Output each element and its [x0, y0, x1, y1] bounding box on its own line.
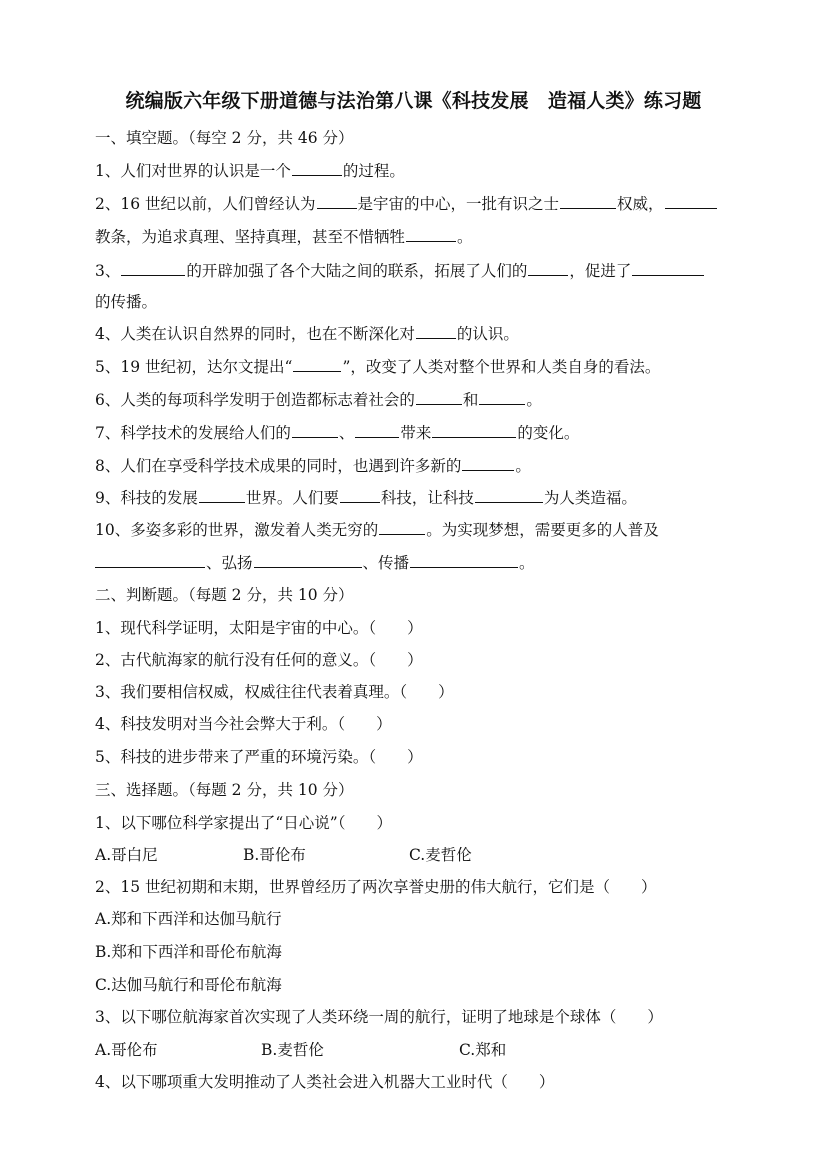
choice-question-1: 1、以下哪位科学家提出了“日心说”（ ） — [95, 814, 392, 832]
answer-blank[interactable] — [560, 194, 616, 209]
fill-question-3: 3、 的开辟加强了各个大陆之间的联系，拓展了人们的 ，促进了 — [95, 261, 735, 281]
answer-blank[interactable] — [528, 261, 568, 276]
judge-question-2: 2、古代航海家的航行没有任何的意义。（ ） — [95, 651, 423, 669]
answer-blank[interactable] — [410, 553, 518, 568]
fill-question-10: 10、多姿多彩的世界，激发着人类无穷的 。为实现梦想，需要更多的人普及 — [95, 521, 659, 539]
option-b[interactable]: B.麦哲伦 — [261, 1041, 324, 1059]
fill-question-6: 6、人类的每项科学发明于创造都标志着社会的 和 。 — [95, 391, 542, 409]
answer-blank[interactable] — [293, 357, 341, 372]
fill-question-2-cont: 教条，为追求真理、坚持真理，甚至不惜牺牲 。 — [95, 228, 473, 246]
fill-question-9: 9、科技的发展 世界。人们要 科技，让科技 为人类造福。 — [95, 489, 637, 507]
fill-question-5: 5、19 世纪初，达尔文提出“ ”，改变了人类对整个世界和人类自身的看法。 — [95, 358, 661, 376]
choice-question-3: 3、以下哪位航海家首次实现了人类环绕一周的航行，证明了地球是个球体（ ） — [95, 1008, 663, 1026]
option-a[interactable]: A.郑和下西洋和达伽马航行 — [95, 910, 282, 928]
judge-question-5: 5、科技的进步带来了严重的环境污染。（ ） — [95, 748, 423, 766]
answer-blank[interactable] — [379, 520, 425, 535]
option-b[interactable]: B.哥伦布 — [243, 846, 306, 864]
judge-question-4: 4、科技发明对当今社会弊大于利。（ ） — [95, 715, 392, 733]
answer-blank[interactable] — [121, 261, 185, 276]
option-c[interactable]: C.郑和 — [459, 1041, 507, 1059]
choice-question-4: 4、以下哪项重大发明推动了人类社会进入机器大工业时代（ ） — [95, 1073, 555, 1091]
answer-blank[interactable] — [254, 553, 362, 568]
option-b[interactable]: B.郑和下西洋和哥伦布航海 — [95, 943, 282, 961]
option-c[interactable]: C.达伽马航行和哥伦布航海 — [95, 976, 282, 994]
option-a[interactable]: A.哥白尼 — [95, 846, 158, 864]
fill-question-2: 2、16 世纪以前，人们曾经认为 是宇宙的中心，一批有识之士 权威， — [95, 194, 735, 214]
judge-question-1: 1、现代科学证明，太阳是宇宙的中心。（ ） — [95, 619, 423, 637]
answer-blank[interactable] — [632, 261, 704, 276]
answer-blank[interactable] — [355, 423, 399, 438]
option-c[interactable]: C.麦哲伦 — [409, 846, 472, 864]
answer-blank[interactable] — [665, 194, 717, 209]
answer-blank[interactable] — [95, 553, 205, 568]
choice-question-2: 2、15 世纪初期和末期，世界曾经历了两次享誉史册的伟大航行，它们是（ ） — [95, 878, 657, 896]
section3-heading: 三、选择题。（每题 2 分，共 10 分） — [95, 781, 354, 799]
answer-blank[interactable] — [479, 390, 525, 405]
answer-blank[interactable] — [475, 488, 543, 503]
section2-heading: 二、判断题。（每题 2 分，共 10 分） — [95, 586, 354, 604]
fill-question-3-cont: 的传播。 — [95, 293, 158, 311]
fill-question-7: 7、科学技术的发展给人们的 、 带来 的变化。 — [95, 424, 580, 442]
fill-question-10-cont: 、弘扬 、传播 。 — [95, 553, 735, 573]
fill-question-8: 8、人们在享受科学技术成果的同时，也遇到许多新的 。 — [95, 457, 531, 475]
answer-blank[interactable] — [416, 390, 462, 405]
option-a[interactable]: A.哥伦布 — [95, 1041, 158, 1059]
answer-blank[interactable] — [406, 227, 456, 242]
answer-blank[interactable] — [292, 161, 342, 176]
fill-question-4: 4、人类在认识自然界的同时，也在不断深化对 的认识。 — [95, 325, 519, 343]
answer-blank[interactable] — [340, 488, 380, 503]
answer-blank[interactable] — [416, 324, 456, 339]
page-title: 统编版六年级下册道德与法治第八课《科技发展 造福人类》练习题 — [125, 90, 702, 112]
answer-blank[interactable] — [292, 423, 338, 438]
fill-question-1: 1、人们对世界的认识是一个 的过程。 — [95, 162, 405, 180]
answer-blank[interactable] — [199, 488, 245, 503]
answer-blank[interactable] — [462, 456, 514, 471]
answer-blank[interactable] — [432, 423, 516, 438]
section1-heading: 一、填空题。（每空 2 分，共 46 分） — [95, 129, 354, 147]
answer-blank[interactable] — [317, 194, 357, 209]
judge-question-3: 3、我们要相信权威，权威往往代表着真理。（ ） — [95, 683, 454, 701]
